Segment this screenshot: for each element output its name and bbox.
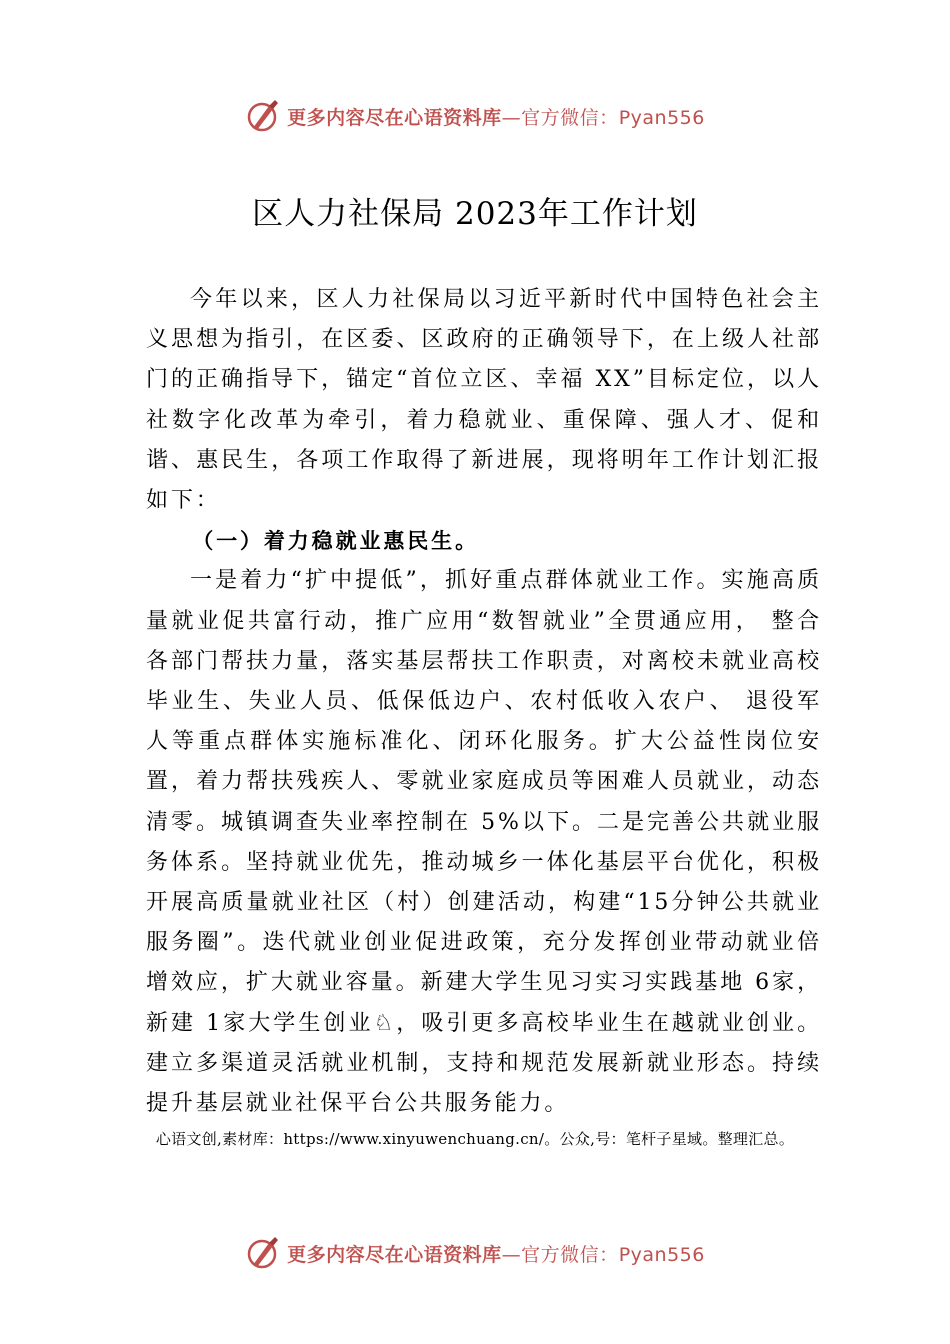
bottom-watermark-banner: [0, 1233, 950, 1273]
intro-paragraph: 今年以来，区人力社保局以习近平新时代中国特色社会主义思想为指引，在区委、区政府的正确领导下，在上级人社部门的正确指导下，锚定“首位立区、幸福 XX”目标定位，以人社数字化改革为牵引，着力稳就业、重保障、强人才、促和谐、惠民生，各项工作取得了新进展，现将明年工作计划汇报如下：: [146, 287, 822, 514]
pen-logo-icon: [245, 1235, 281, 1271]
footer-source-note: 心语文创,素材库：https://www.xinyuwenchuang.cn/。公众,号：笔杆子星域。整理汇总。: [155, 1130, 795, 1148]
document-title: 区人力社保局 2023年工作计划: [252, 196, 698, 232]
watermark-wechat-label: 官方微信：: [521, 106, 619, 129]
watermark-library-text: 更多内容尽在心语资料库: [287, 106, 502, 129]
section-heading: （一）着力稳就业惠民生。: [192, 529, 479, 554]
watermark-library-text: 更多内容尽在心语资料库: [287, 1243, 502, 1266]
watermark-wechat-id: Pyan556: [618, 1243, 705, 1266]
top-watermark-banner: [0, 96, 950, 136]
pen-logo-icon: [245, 98, 281, 134]
document-body: [146, 280, 822, 1124]
watermark-wechat-label: 官方微信：: [521, 1243, 619, 1266]
body-paragraph: 一是着力“扩中提低”，抓好重点群体就业工作。实施高质量就业促共富行动，推广应用“数智就业”全贯通应用， 整合各部门帮扶力量，落实基层帮扶工作职责，对离校未就业高校毕业生、失业人员、低保低边户、农村低收入农户、 退役军人等重点群体实施标准化、闭环化服务。扩大公益性岗位安置，着力帮扶残疾人、零就业家庭成员等困难人员就业，动态清零。城镇调查失业率控制在 5%以下。二是完善公共就业服务体系。坚持就业优先，推动城乡一体化基层平台优化，积极开展高质量就业社区（村）创建活动，构建“15分钟公共就业服务圈”。迭代就业创业促进政策，充分发挥创业带动就业倍增效应，扩大就业容量。新建大学生见习实习实践基地 6家，新建 1家大学生创业♘，吸引更多高校毕业生在越就业创业。建立多渠道灵活就业机制，支持和规范发展新就业形态。持续提升基层就业社保平台公共服务能力。: [146, 568, 822, 1117]
watermark-separator: —: [501, 1243, 522, 1266]
watermark-separator: —: [501, 106, 522, 129]
watermark-wechat-id: Pyan556: [618, 106, 705, 129]
watermark-text: [287, 103, 705, 130]
watermark-text: [287, 1240, 705, 1267]
